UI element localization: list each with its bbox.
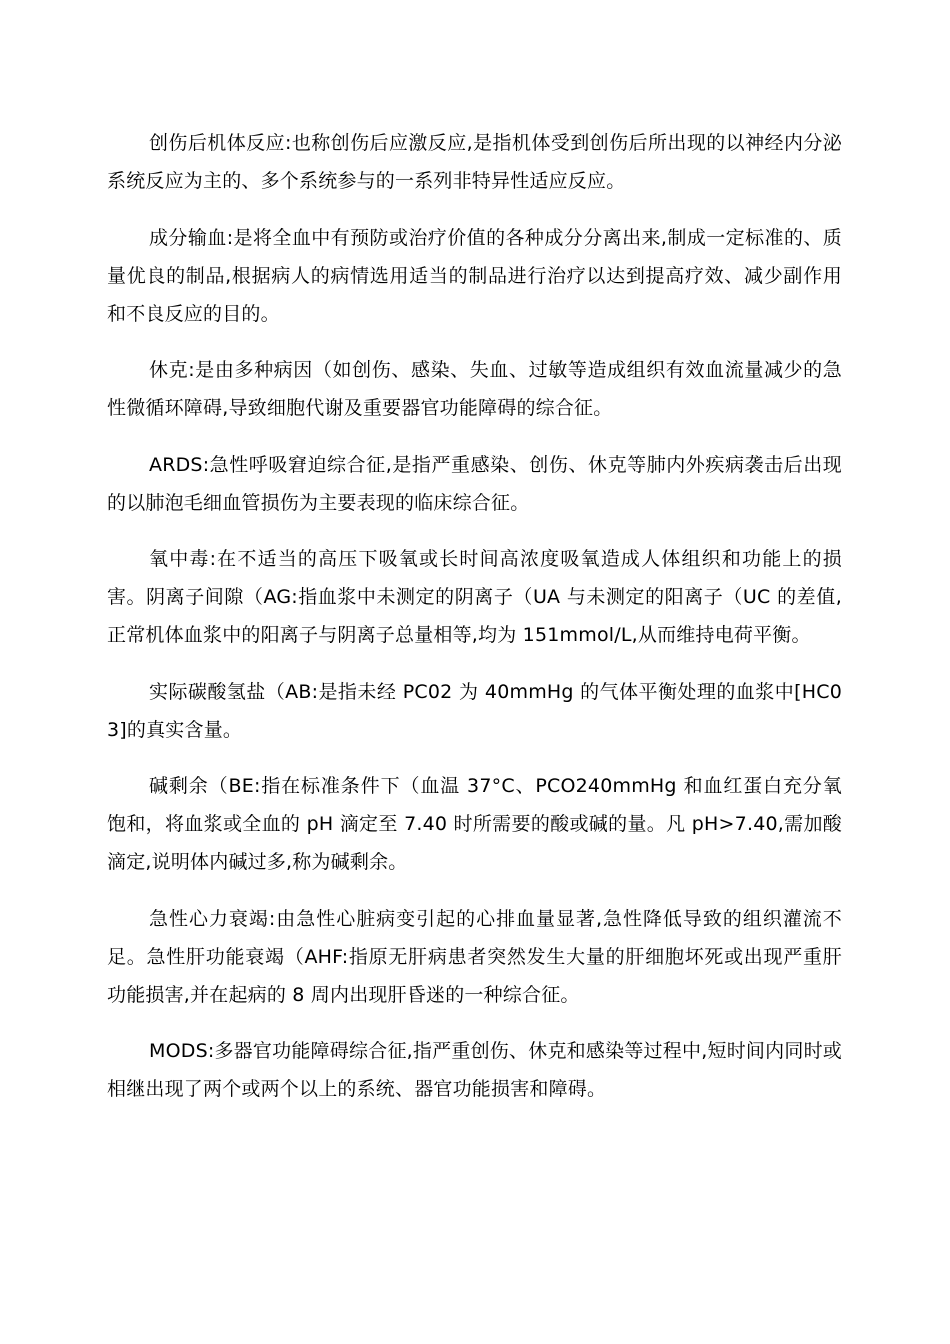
paragraph-trauma-response: 创伤后机体反应:也称创伤后应激反应,是指机体受到创伤后所出现的以神经内分泌系统反应为主的、多个系统参与的一系列非特异性适应反应。: [107, 132, 842, 192]
paragraph-ards: ARDS:急性呼吸窘迫综合征,是指严重感染、创伤、休克等肺内外疾病袭击后出现的以肺泡毛细血管损伤为主要表现的临床综合征。: [107, 453, 842, 514]
paragraph-shock: 休克:是由多种病因（如创伤、感染、失血、过敏等造成组织有效血流量减少的急性微循环障碍,导致细胞代谢及重要器官功能障碍的综合征。: [107, 359, 842, 419]
paragraph-mods: MODS:多器官功能障碍综合征,指严重创伤、休克和感染等过程中,短时间内同时或相继出现了两个或两个以上的系统、器官功能损害和障碍。: [107, 1040, 842, 1100]
paragraph-component-transfusion: 成分输血:是将全血中有预防或治疗价值的各种成分分离出来,制成一定标准的、质量优良的制品,根据病人的病情选用适当的制品进行治疗以达到提高疗效、减少副作用和不良反应的目的。: [107, 226, 842, 325]
paragraph-base-excess: 碱剩余（BE:指在标准条件下（血温 37°C、PCO240mmHg 和血红蛋白充分氧饱和，将血浆或全血的 pH 滴定至 7.40 时所需要的酸或碱的量。凡 pH>7.40,需加酸滴定,说明体内碱过多,称为碱剩余。: [107, 775, 842, 873]
paragraph-actual-bicarbonate: 实际碳酸氢盐（AB:是指未经 PC02 为 40mmHg 的气体平衡处理的血浆中[HC03]的真实含量。: [107, 680, 842, 741]
paragraph-acute-failure: 急性心力衰竭:由急性心脏病变引起的心排血量显著,急性降低导致的组织灌流不足。急性肝功能衰竭（AHF:指原无肝病患者突然发生大量的肝细胞坏死或出现严重肝功能损害,并在起病的 8 周内出现肝昏迷的一种综合征。: [107, 907, 842, 1006]
paragraph-oxygen-toxicity: 氧中毒:在不适当的高压下吸氧或长时间高浓度吸氧造成人体组织和功能上的损害。阴离子间隙（AG:指血浆中未测定的阴离子（UA 与未测定的阳离子（UC 的差值,正常机体血浆中的阳离子与阴离子总量相等,均为 151mmol/L,从而维持电荷平衡。: [107, 548, 842, 646]
document-body: [107, 124, 842, 1127]
